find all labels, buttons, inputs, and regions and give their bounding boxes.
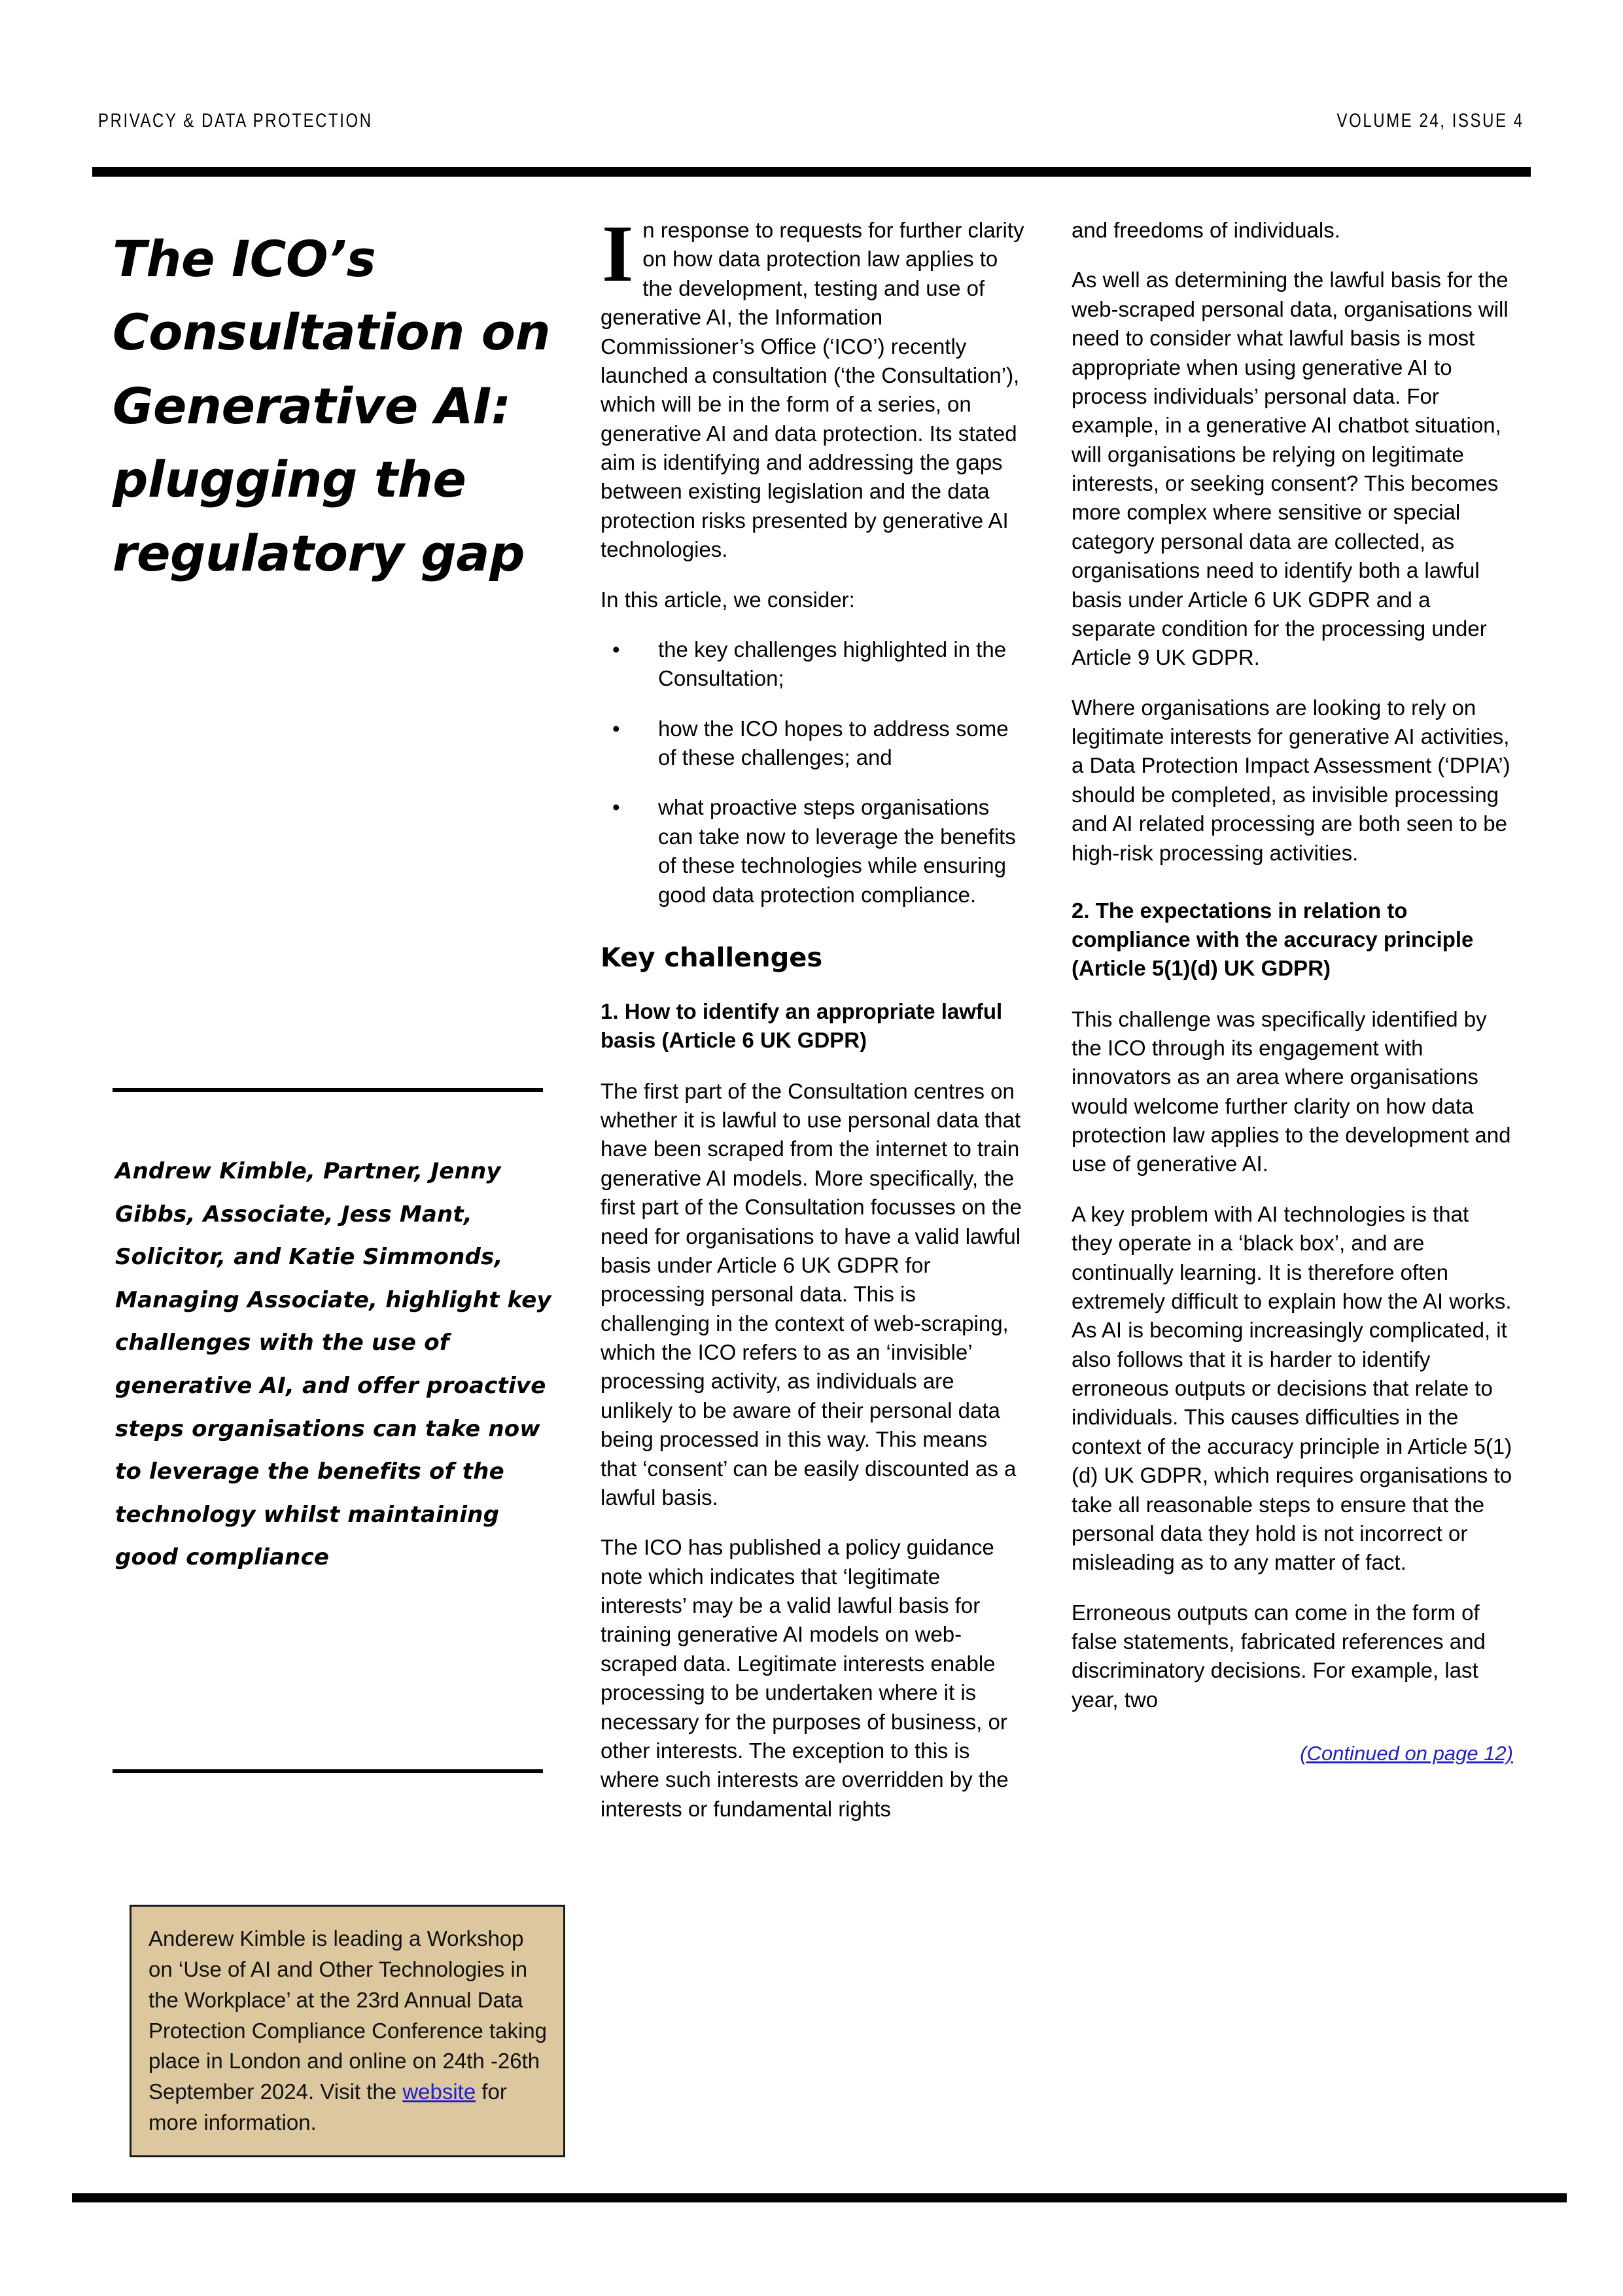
list-item [601,635,1026,694]
section-heading-key-challenges: Key challenges [601,942,823,973]
volume-issue-label: VOLUME 24, ISSUE 4 [1336,110,1524,132]
subsection-heading-1: 1. How to identify an appropriate lawful basis (Article 6 UK GDPR) [601,998,1003,1052]
article-bullet-list [601,635,1026,910]
list-item-label: the key challenges highlighted in the Consultation; [658,637,1007,691]
promo-text-after-link: for more information. [148,2079,507,2135]
continuation-line: and freedoms of individuals. [1072,218,1340,242]
promo-website-link[interactable]: website [402,2079,476,2104]
middle-column [601,209,1026,1824]
running-head [98,110,1524,132]
list-item [601,793,1026,910]
article-byline: Andrew Kimble, Partner, Jenny Gibbs, Associate, Jess Mant, Solicitor, and Katie Simmonds, Managing Associate, highlight key challenges with the use of generative AI, and offer proactive steps organisations can take now to leverage the benefits of the technology whilst maintaining good compliance [115,1158,551,1571]
section-spacer [601,929,1026,942]
byline-rule-bottom [113,1769,543,1773]
byline-rule-top [113,1088,543,1092]
promo-box [130,1905,565,2157]
list-item-label: what proactive steps organisations can take now to leverage the benefits of these technologies while ensuring good data protection compliance. [658,795,1016,907]
bullet-icon: • [612,637,620,662]
section-spacer [1072,889,1513,896]
bullet-icon: • [612,795,620,820]
right-column [1072,216,1513,1765]
paragraph: Erroneous outputs can come in the form of false statements, fabricated references and discriminatory decisions. For example, last year, two [1072,1600,1486,1712]
article-headline: The ICO’s Consultation on Generative AI: plugging the regulatory gap [113,230,551,582]
paragraph: The ICO has published a policy guidance note which indicates that ‘legitimate interests’ may be a valid lawful basis for training generative AI models on web-scraped data. Legitimate interests enable processing to be undertaken where it is necessary for the purposes of business, or other interests. The exception to this is where such interests are overridden by the interests or fundamental rights [601,1535,1009,1821]
continued-on-page-link[interactable]: (Continued on page 12) [1300,1742,1513,1765]
footer-rule [72,2193,1567,2202]
subsection-heading-2: 2. The expectations in relation to compliance with the accuracy principle (Article 5(1)(d) UK GDPR) [1072,898,1474,980]
publication-title: PRIVACY & DATA PROTECTION [98,110,373,132]
paragraph: As well as determining the lawful basis for the web-scraped personal data, organisations will need to consider what lawful basis is most appropriate when using generative AI to process individuals’ personal data. For example, in a generative AI chatbot situation, will organisations be relying on legitimate interests, or seeking consent? This becomes more complex where sensitive or special category personal data are collected, as organisations need to identify both a lawful basis under Article 6 UK GDPR and a separate condition for the processing under Article 9 UK GDPR. [1072,268,1509,670]
paragraph: Where organisations are looking to rely on legitimate interests for generative AI activities, a Data Protection Impact Assessment (‘DPIA’) should be completed, as invisible processing and AI related processing are both seen to be high-risk processing activities. [1072,695,1510,865]
lead-paragraph: In response to requests for further clarity on how data protection law applies to the development, testing and use of generative AI, the Information Commissioner’s Office (‘ICO’) recently launched a consultation (‘the Consultation’), which will be in the form of a series, on generative AI and data protection. Its stated aim is identifying and addressing the gaps between existing legislation and the data protection risks presented by generative AI technologies. [601,209,1024,562]
left-column [113,216,557,590]
paragraph: This challenge was specifically identified by the ICO through its engagement with innovators as an area where organisations would welcome further clarity on how data protection law applies to the development and use of generative AI. [1072,1006,1511,1176]
header-rule [92,167,1531,177]
intro-line: In this article, we consider: [601,587,855,612]
list-item [601,715,1026,773]
paragraph: A key problem with AI technologies is that they operate in a ‘black box’, and are continually learning. It is therefore often extremely difficult to explain how the AI works. As AI is becoming increasingly complicated, it also follows that it is harder to identify erroneous outputs or decisions that relate to individuals. This causes difficulties in the context of the accuracy principle in Article 5(1)(d) UK GDPR, which requires organisations to take all reasonable steps to ensure that the personal data they hold is not incorrect or misleading as to any matter of fact. [1072,1201,1512,1575]
promo-text [148,1924,549,2138]
paragraph: The first part of the Consultation centres on whether it is lawful to use personal data that have been scraped from the internet to train generative AI models. More specifically, the first part of the Consultation focusses on the need for organisations to have a valid lawful basis under Article 6 UK GDPR for processing personal data. This is challenging in the context of web-scraping, which the ICO refers to as an ‘invisible’ processing activity, as individuals are unlikely to be aware of their personal data being processed in this way. This means that ‘consent’ can be easily discounted as a lawful basis. [601,1078,1022,1510]
bullet-icon: • [612,716,620,741]
list-item-label: how the ICO hopes to address some of these challenges; and [658,716,1009,769]
promo-text-before-link: Anderew Kimble is leading a Workshop on ‘Use of AI and Other Technologies in the Workplace’ at the 23rd Annual Data Protection Compliance Conference taking place in London and online on 24th -26th September 2024. Visit the [148,1926,548,2104]
